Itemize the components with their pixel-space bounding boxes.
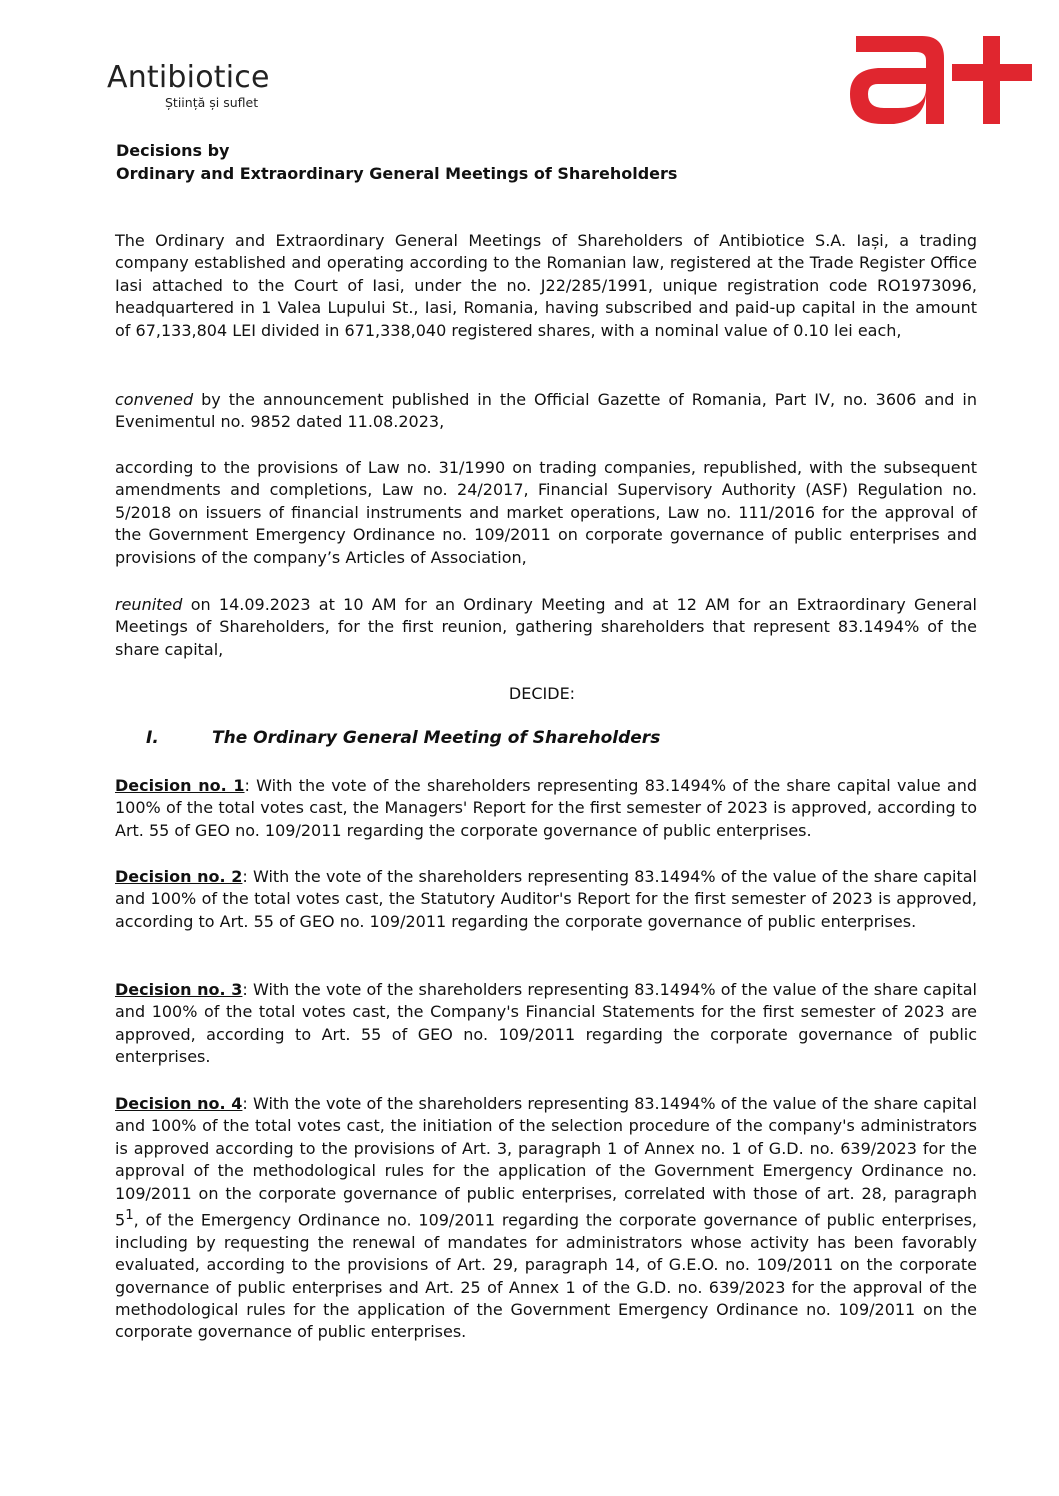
company-brand — [107, 60, 270, 110]
section-heading — [146, 728, 660, 748]
decision-text: : With the vote of the shareholders representing 83.1494% of the value of the share capital and 100% of the total votes cast, the Company's Financial Statements for the first semester of 2023 are approved, according to Art. 55 of GEO no. 109/2011 regarding the corporate governance of public enterprises. — [115, 980, 977, 1067]
decision-label: Decision no. 3 — [115, 980, 243, 999]
convened-word: convened — [115, 390, 194, 409]
intro-paragraph-company: The Ordinary and Extraordinary General Meetings of Shareholders of Antibiotice S.A. Iași, a trading company established and operating according to the Romanian law, registered at the Trade Register Office Iasi attached to the Court of Iasi, under the no. J22/285/1991, unique registration code RO1973096, headquartered in 1 Valea Lupului St., Iasi, Romania, having subscribed and paid-up capital in the amount of 67,133,804 LEI divided in 671,338,040 registered shares, with a nominal value of 0.10 lei each, — [115, 231, 977, 340]
decision-text: : With the vote of the shareholders representing 83.1494% of the value of the share capital and 100% of the total votes cast, the Statutory Auditor's Report for the first semester of 2023 is approved, according to Art. 55 of GEO no. 109/2011 regarding the corporate governance of public enterprises. — [115, 867, 977, 931]
decide-heading: DECIDE: — [508, 684, 576, 703]
superscript-1: 1 — [125, 1208, 134, 1224]
reunited-text: on 14.09.2023 at 10 AM for an Ordinary Meeting and at 12 AM for an Extraordinary General Meetings of Shareholders, for the first reunion, gathering shareholders that represent 83.1494% of the share capital, — [115, 595, 977, 659]
decision-text-part-1: : With the vote of the shareholders representing 83.1494% of the value of the share capital and 100% of the total votes cast, the initiation of the selection procedure of the company's administrators is approved according to the provisions of Art. 3, paragraph 1 of Annex no. 1 of G.D. no. 639/2023 for the approval of the methodological rules for the application of the Government Emergency Ordinance no. 109/2011 on the corporate governance of public enterprises, correlated with those of art. 28, paragraph 5 — [115, 1094, 977, 1230]
decision-4 — [115, 1093, 977, 1344]
decision-text-part-2: , of the Emergency Ordinance no. 109/2011 regarding the corporate governance of public enterprises, including by requesting the renewal of mandates for administrators whose activity has been favorably evaluated, according to the provisions of Art. 29, paragraph 14, of G.E.O. no. 109/2011 on the corporate governance of public enterprises and Art. 25 of Annex 1 of the G.D. no. 639/2023 for the approval of the methodological rules for the application of the Government Emergency Ordinance no. 109/2011 on the corporate governance of public enterprises. — [115, 1210, 977, 1342]
a-plus-logo-icon — [848, 32, 1032, 128]
section-number: I. — [146, 728, 159, 748]
decision-2 — [115, 866, 977, 933]
decision-label: Decision no. 2 — [115, 867, 243, 886]
title-line-1: Decisions by — [116, 141, 230, 160]
brand-tagline: Știință și suflet — [165, 95, 259, 110]
document-title — [116, 139, 677, 185]
decision-label: Decision no. 1 — [115, 776, 245, 795]
convened-text: by the announcement published in the Official Gazette of Romania, Part IV, no. 3606 and in Evenimentul no. 9852 dated 11.08.2023, — [115, 390, 977, 432]
section-title: The Ordinary General Meeting of Shareholders — [212, 728, 661, 748]
brand-name: Antibiotice — [107, 60, 270, 95]
decision-3 — [115, 979, 977, 1069]
title-line-2: Ordinary and Extraordinary General Meetings of Shareholders — [116, 164, 678, 183]
decision-text: : With the vote of the shareholders representing 83.1494% of the share capital value and 100% of the total votes cast, the Managers' Report for the first semester of 2023 is approved, according to Art. 55 of GEO no. 109/2011 regarding the corporate governance of public enterprises. — [115, 776, 978, 840]
reunited-word: reunited — [115, 595, 183, 614]
decision-label: Decision no. 4 — [115, 1094, 243, 1113]
intro-paragraph-reunited — [115, 594, 977, 661]
decision-1 — [115, 775, 977, 842]
intro-paragraph-convened — [115, 389, 977, 434]
intro-paragraph-provisions: according to the provisions of Law no. 31/1990 on trading companies, republished, with the subsequent amendments and completions, Law no. 24/2017, Financial Supervisory Authority (ASF) Regulation no. 5/2018 on issuers of financial instruments and market operations, Law no. 111/2016 for the approval of the Government Emergency Ordinance no. 109/2011 on corporate governance of public enterprises and provisions of the company’s Articles of Association, — [115, 458, 977, 567]
